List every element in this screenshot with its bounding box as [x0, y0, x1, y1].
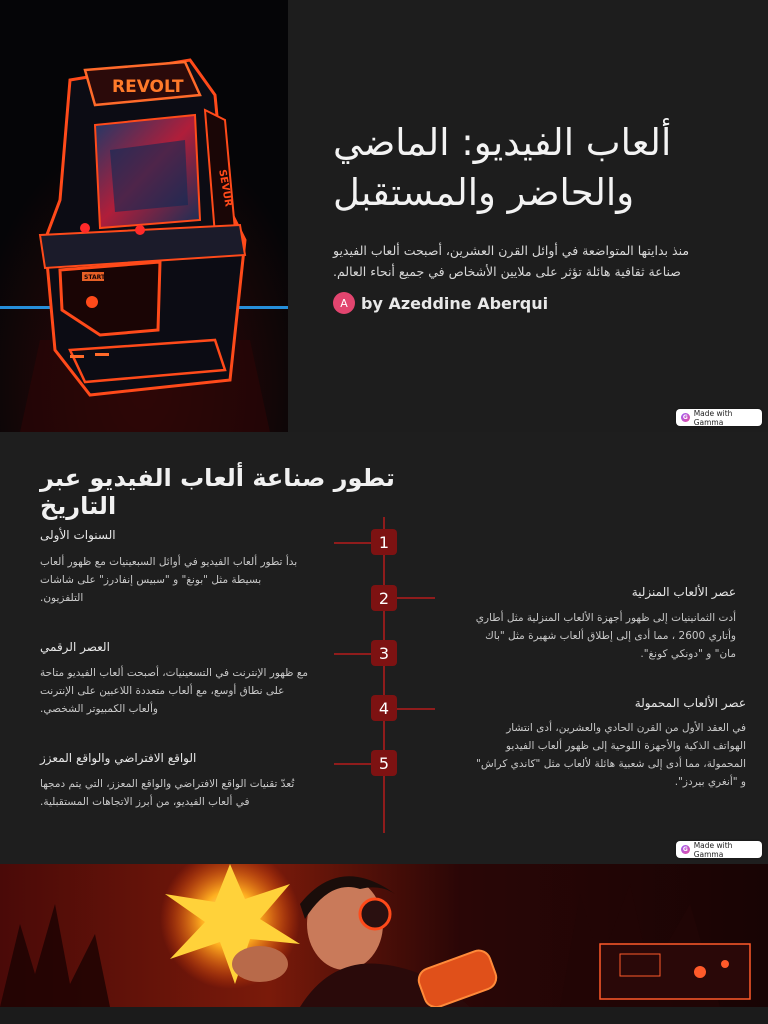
- timeline-node: 4: [371, 695, 397, 721]
- timeline-desc-line: مان" و "دونكي كونغ".: [640, 648, 736, 660]
- hero-title-line: ألعاب الفيديو: الماضي: [333, 121, 672, 164]
- avatar: A: [333, 292, 355, 314]
- timeline-desc-line: بدأ تطور ألعاب الفيديو في أوائل السبعينيات مع ظهور ألعاب: [40, 556, 298, 568]
- timeline-desc-line: الهواتف الذكية والأجهزة اللوحية إلى ظهور ألعاب الفيديو: [505, 740, 746, 752]
- arcade-start-text: START: [84, 274, 106, 281]
- hero-description-line: صناعة ثقافية هائلة تؤثر على ملايين الأشخاص في جميع أنحاء العالم.: [333, 264, 681, 279]
- timeline-desc-line: و "أنغري بيردز".: [674, 776, 746, 788]
- timeline-item-title: عصر الألعاب المنزلية: [631, 585, 736, 599]
- timeline-connector: [334, 763, 372, 765]
- hero-description: [333, 240, 713, 282]
- timeline-connector: [334, 542, 372, 544]
- timeline-item-title: العصر الرقمي: [40, 640, 110, 654]
- timeline-desc-line: على نطاق أوسع، مع ألعاب متعددة اللاعبين على الإنترنت: [40, 685, 285, 697]
- timeline-connector: [397, 597, 435, 599]
- timeline-connector: [334, 653, 372, 655]
- gamma-logo-icon: G: [682, 414, 688, 421]
- timeline-item-title: السنوات الأولى: [40, 528, 116, 542]
- hero-slide: [0, 0, 768, 432]
- timeline-item-desc: [446, 609, 736, 663]
- gamma-logo-icon: G: [682, 846, 688, 853]
- timeline-node: 5: [371, 750, 397, 776]
- timeline-item-desc: [446, 719, 746, 791]
- timeline-connector: [397, 708, 435, 710]
- made-with-gamma-badge[interactable]: [676, 841, 762, 858]
- arcade-side-text: SEVUR: [216, 168, 234, 208]
- timeline-desc-line: التلفزيون.: [40, 592, 84, 604]
- bottom-strip: [0, 1007, 768, 1024]
- made-with-gamma-badge[interactable]: [676, 409, 762, 426]
- timeline-node: 2: [371, 585, 397, 611]
- hero-title-line: والحاضر والمستقبل: [333, 171, 635, 214]
- hero-description-line: منذ بدايتها المتواضعة في أوائل القرن العشرين، أصبحت ألعاب الفيديو: [333, 243, 690, 258]
- timeline-item-title: عصر الألعاب المحمولة: [634, 696, 746, 710]
- timeline-item-desc: [40, 553, 322, 607]
- timeline-title: تطور صناعة ألعاب الفيديو عبر التاريخ: [40, 464, 395, 520]
- badge-label: Made with Gamma: [693, 408, 733, 427]
- timeline-item-desc: [40, 664, 322, 718]
- author-byline[interactable]: [333, 292, 548, 314]
- timeline-item-title: الواقع الافتراضي والواقع المعزز: [40, 751, 197, 765]
- timeline-node: 3: [371, 640, 397, 666]
- timeline-slide: [0, 432, 768, 864]
- author-name: by Azeddine Aberqui: [361, 293, 549, 313]
- arcade-marquee-text: REVOLT: [112, 77, 184, 97]
- timeline-desc-line: مع ظهور الإنترنت في التسعينيات، أصبحت ألعاب الفيديو متاحة: [40, 667, 309, 679]
- banner-slide: [0, 864, 768, 1007]
- hero-title: [333, 118, 723, 218]
- timeline-desc-line: وألعاب الكمبيوتر الشخصي.: [40, 703, 158, 715]
- arcade-machine-image: [0, 0, 288, 432]
- timeline-desc-line: المحمولة، مما أدى إلى شعبية هائلة لألعاب مثل "كاندي كراش": [475, 758, 746, 770]
- gamer-illustration-image: [0, 864, 768, 1007]
- timeline-desc-line: في ألعاب الفيديو، من أبرز الاتجاهات المستقبلية.: [40, 796, 250, 808]
- timeline-node: 1: [371, 529, 397, 555]
- badge-label: Made with Gamma: [693, 840, 733, 859]
- timeline-desc-line: في العقد الأول من القرن الحادي والعشرين، أدى انتشار: [506, 722, 746, 734]
- timeline-desc-line: أدت الثمانينيات إلى ظهور أجهزة الألعاب المنزلية مثل أطاري: [475, 612, 736, 624]
- timeline-desc-line: وأتاري 2600 ، مما أدى إلى إطلاق ألعاب شهيرة مثل "باك: [485, 630, 736, 642]
- timeline-item-desc: [40, 775, 322, 811]
- timeline-desc-line: تُعدّ تقنيات الواقع الافتراضي والواقع المعزز، التي يتم دمجها: [40, 778, 295, 790]
- timeline-desc-line: بسيطة مثل "بونغ" و "سبيس إنفادرز" على شاشات: [40, 574, 262, 586]
- timeline-axis: [383, 517, 385, 833]
